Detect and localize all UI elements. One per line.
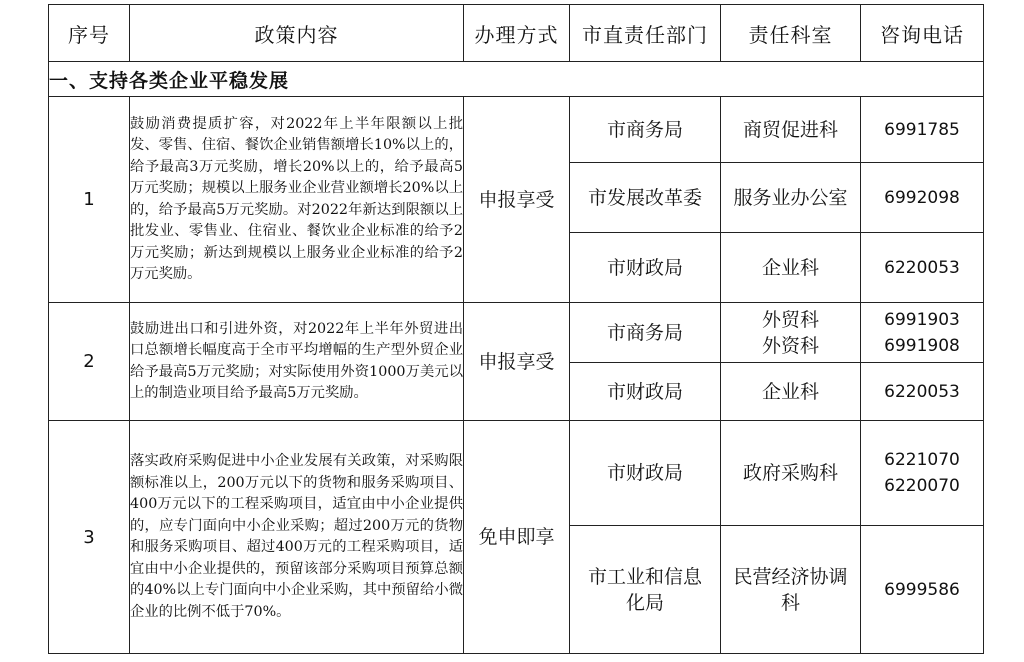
responsible-dept: 市财政局 (570, 421, 721, 526)
row-number: 2 (49, 303, 130, 421)
policy-content: 鼓励进出口和引进外资，对2022年上半年外贸进出口总额增长幅度高于全市平均增幅的生产型外贸企业给予最高5万元奖励；对实际使用外资1000万美元以上的制造业项目给予最高5万元奖励。 (130, 303, 464, 421)
policy-table (48, 4, 984, 654)
header-dept: 市直责任部门 (570, 5, 721, 62)
phone-number: 6999586 (861, 526, 984, 654)
policy-content: 落实政府采购促进中小企业发展有关政策，对采购限额标准以上，200万元以下的货物和服务采购项目、400万元以下的工程采购项目，适宜由中小企业提供的，应专门面向中小企业采购；超过200万元的货物和服务采购项目、超过400万元的工程采购项目，适宜由中小企业提供的，预留该部分采购项目预算总额的40%以上专门面向中小企业采购，其中预留给小微企业的比例不低于70%。 (130, 421, 464, 654)
handling-method: 申报享受 (464, 303, 570, 421)
responsible-office: 企业科 (721, 233, 861, 303)
header-row (49, 5, 984, 62)
section-title: 一、支持各类企业平稳发展 (49, 62, 984, 97)
header-phone: 咨询电话 (861, 5, 984, 62)
responsible-office: 商贸促进科 (721, 97, 861, 163)
header-office: 责任科室 (721, 5, 861, 62)
responsible-office: 服务业办公室 (721, 163, 861, 233)
phone-number: 6992098 (861, 163, 984, 233)
responsible-dept: 市财政局 (570, 363, 721, 421)
table-row (49, 303, 984, 363)
row-number: 1 (49, 97, 130, 303)
table-row (49, 421, 984, 526)
responsible-office: 外贸科 外资科 (721, 303, 861, 363)
table-row (49, 97, 984, 163)
responsible-dept: 市发展改革委 (570, 163, 721, 233)
responsible-dept: 市商务局 (570, 303, 721, 363)
phone-number: 6991903 6991908 (861, 303, 984, 363)
responsible-dept: 市商务局 (570, 97, 721, 163)
header-method: 办理方式 (464, 5, 570, 62)
row-number: 3 (49, 421, 130, 654)
handling-method: 免申即享 (464, 421, 570, 654)
handling-method: 申报享受 (464, 97, 570, 303)
section-row (49, 62, 984, 97)
responsible-dept: 市财政局 (570, 233, 721, 303)
header-num: 序号 (49, 5, 130, 62)
policy-content: 鼓励消费提质扩容，对2022年上半年限额以上批发、零售、住宿、餐饮企业销售额增长10%以上的，给予最高3万元奖励，增长20%以上的，给予最高5万元奖励；规模以上服务业企业营业额增长20%以上的，给予最高5万元奖励。对2022年新达到限额以上批发业、零售业、住宿业、餐饮业企业标准的给予2万元奖励；新达到规模以上服务业企业标准的给予2万元奖励。 (130, 97, 464, 303)
header-content: 政策内容 (130, 5, 464, 62)
phone-number: 6221070 6220070 (861, 421, 984, 526)
responsible-office: 企业科 (721, 363, 861, 421)
phone-number: 6220053 (861, 233, 984, 303)
phone-number: 6220053 (861, 363, 984, 421)
responsible-office: 民营经济协调 科 (721, 526, 861, 654)
responsible-dept: 市工业和信息 化局 (570, 526, 721, 654)
responsible-office: 政府采购科 (721, 421, 861, 526)
phone-number: 6991785 (861, 97, 984, 163)
